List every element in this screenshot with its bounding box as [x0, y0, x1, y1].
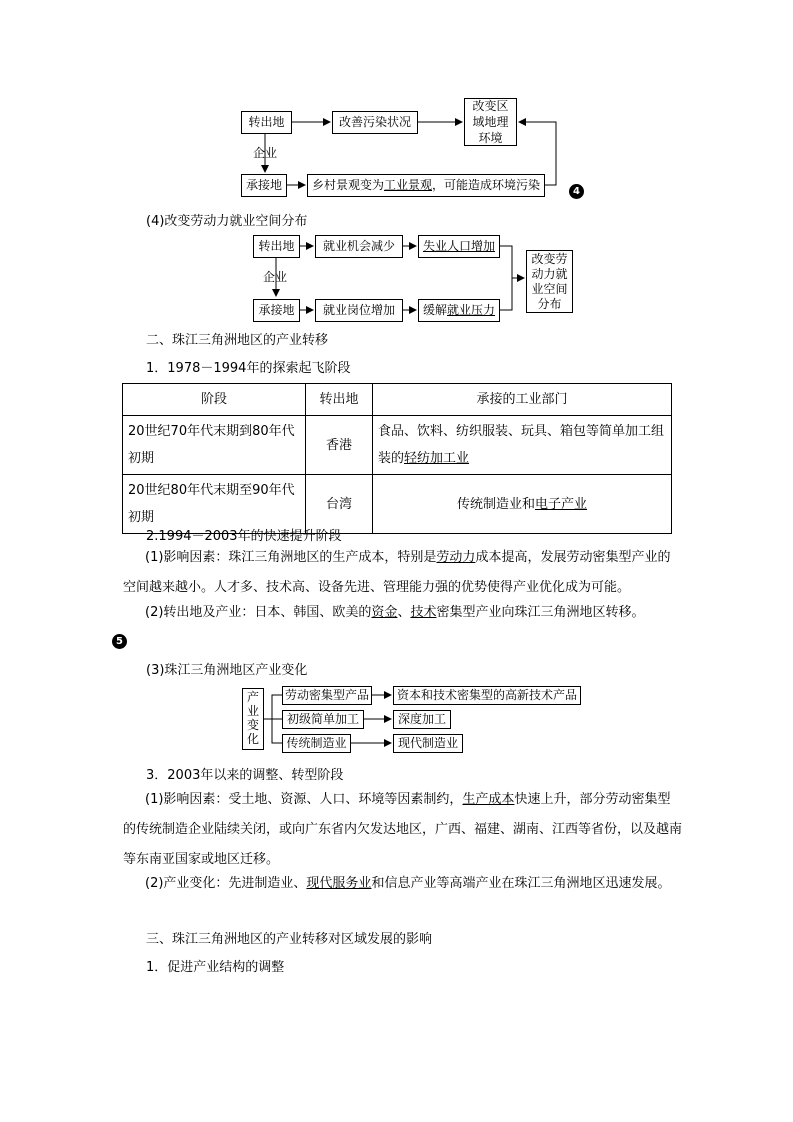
section3-title: (3)珠江三角洲地区产业变化 [146, 663, 308, 678]
p4-underlined: 现代服务业 [306, 876, 372, 891]
paragraph-industry-change [123, 869, 683, 899]
d3-side-char: 变 [246, 718, 259, 732]
table-header: 阶段 [123, 384, 306, 416]
d2-enterprise-label: 企业 [263, 270, 288, 284]
d2-relieve-box [418, 299, 500, 322]
table-cell-from: 香港 [306, 416, 373, 475]
table-industry-text: 传统制造业和 [456, 496, 535, 512]
table-header: 承接的工业部门 [373, 384, 672, 416]
d3-b2-label: 深度加工 [397, 712, 446, 727]
table-industry-underlined: 轻纺加工业 [404, 451, 470, 466]
p3-text: (1)影响因素：受土地、资源、人口、环境等因素制约， [145, 792, 463, 807]
d2-receive-label: 承接地 [258, 303, 295, 318]
d1-rural-box [307, 174, 545, 197]
p3-underlined: 生产成本 [462, 792, 515, 807]
p2-text: (2)转出地及产业：日本、韩国、欧美的 [145, 605, 372, 620]
d3-b2-box [393, 710, 451, 729]
table-industry-text: 食品、饮料、纺织服装、玩具、箱包等简单加工组装的 [378, 424, 665, 466]
table-cell-from: 台湾 [306, 475, 373, 534]
d2-out-label: 转出地 [258, 239, 295, 254]
d1-improve-label: 改善污染状况 [338, 115, 411, 130]
d1-change-line: 改变区 [472, 98, 509, 113]
d3-b3-label: 现代制造业 [397, 736, 458, 751]
p2-underlined-capital: 资金 [371, 605, 398, 620]
d1-change-line: 域地理 [472, 114, 509, 129]
d2-jobs-more-label: 就业岗位增加 [322, 303, 395, 318]
industry-table [122, 383, 672, 534]
d1-rural-pre: 乡村景观变为 [311, 178, 384, 193]
table-cell-industry [373, 416, 672, 475]
d2-result-line: 业空间 [531, 281, 568, 296]
d1-enterprise-label: 企业 [253, 146, 278, 160]
p4-text-end: 和信息产业等高端产业在珠江三角洲地区迅速发展。 [371, 876, 671, 891]
d3-a2-box [282, 710, 364, 729]
d2-result-line: 改变劳 [531, 251, 568, 266]
d1-rural-post: ，可能造成环境污染 [432, 178, 541, 193]
d3-a1-label: 劳动密集型产品 [284, 688, 369, 703]
d1-rural-underlined: 工业景观 [383, 178, 432, 193]
d2-out-box [253, 235, 300, 258]
d3-b3-box [393, 734, 463, 753]
d3-b1-label: 资本和技术密集型的高新技术产品 [396, 688, 577, 703]
p2-sep: 、 [397, 605, 411, 620]
d3-a3-box [282, 734, 351, 753]
d2-unemployed-label: 失业人口增加 [422, 239, 495, 254]
d1-out-box [241, 111, 292, 134]
paragraph-factors-1 [123, 543, 683, 603]
d2-result-box [526, 250, 573, 313]
p1-text-end: 成本提高，发展劳动密集型产业的空间越来越小。人才多、技术高、设备先进、管理能力强的优势使得产业优化成为可能。 [123, 550, 671, 595]
heading-section-3: 三、珠江三角洲地区的产业转移对区域发展的影响 [146, 932, 433, 947]
d3-side-char: 化 [246, 731, 259, 746]
stage1-title: 1．1978－1994年的探索起飞阶段 [146, 361, 351, 376]
stage2-title: 2.1994－2003年的快速提升阶段 [146, 529, 342, 544]
d2-result-line: 分布 [537, 296, 562, 311]
table-cell-industry [373, 475, 672, 534]
d1-change-box [464, 98, 517, 146]
note-badge-4: 4 [569, 184, 584, 199]
d2-relieve-pre: 缓解 [422, 303, 447, 318]
table-row [123, 416, 672, 475]
d1-receive-label: 承接地 [245, 178, 282, 193]
d2-jobs-more-box [315, 299, 403, 322]
d1-receive-box [241, 174, 287, 197]
table-cell-stage: 20世纪70年代末期到80年代初期 [123, 416, 306, 475]
d2-jobs-less-label: 就业机会减少 [322, 239, 395, 254]
stage3-title: 3．2003年以来的调整、转型阶段 [146, 768, 344, 783]
d3-b1-box [393, 686, 581, 705]
subheading-1: 1．促进产业结构的调整 [146, 960, 285, 975]
d1-change-line: 环境 [478, 131, 503, 146]
p1-text: (1)影响因素：珠江三角洲地区的生产成本，特别是 [145, 550, 437, 565]
d3-side-char: 产 [246, 690, 259, 705]
d2-relieve-underlined: 就业压力 [447, 303, 496, 318]
d2-receive-box [253, 299, 300, 322]
table-cell-stage: 20世纪80年代末期至90年代初期 [123, 475, 306, 534]
d2-result-line: 动力就 [531, 266, 568, 281]
paragraph-transfer-source [123, 598, 683, 628]
d1-out-label: 转出地 [248, 115, 285, 130]
d3-a2-label: 初级简单加工 [286, 712, 359, 727]
d3-side-box [242, 688, 264, 750]
table-industry-underlined: 电子产业 [535, 496, 588, 512]
p2-text-end: 密集型产业向珠江三角洲地区转移。 [436, 605, 645, 620]
p3-text-end: 快速上升，部分劳动密集型的传统制造企业陆续关闭，或向广东省内欠发达地区，广西、福建、湖南、江西等省份，以及越南等东南亚国家或地区迁移。 [123, 792, 683, 867]
p4-text: (2)产业变化：先进制造业、 [145, 876, 307, 891]
p1-underlined: 劳动力 [436, 550, 476, 565]
section4-title: (4)改变劳动力就业空间分布 [146, 214, 308, 229]
table-header-row [123, 384, 672, 416]
p2-underlined-tech: 技术 [410, 605, 437, 620]
d1-improve-box [332, 111, 418, 134]
d3-a3-label: 传统制造业 [286, 736, 347, 751]
d3-a1-box [282, 686, 372, 705]
note-badge-5: 5 [112, 634, 127, 649]
d2-jobs-less-box [315, 235, 403, 258]
table-header: 转出地 [306, 384, 373, 416]
d2-unemployed-box [418, 235, 500, 258]
d3-side-char: 业 [246, 704, 259, 719]
heading-section-2: 二、珠江三角洲地区的产业转移 [146, 333, 329, 348]
paragraph-factors-3 [123, 785, 683, 875]
